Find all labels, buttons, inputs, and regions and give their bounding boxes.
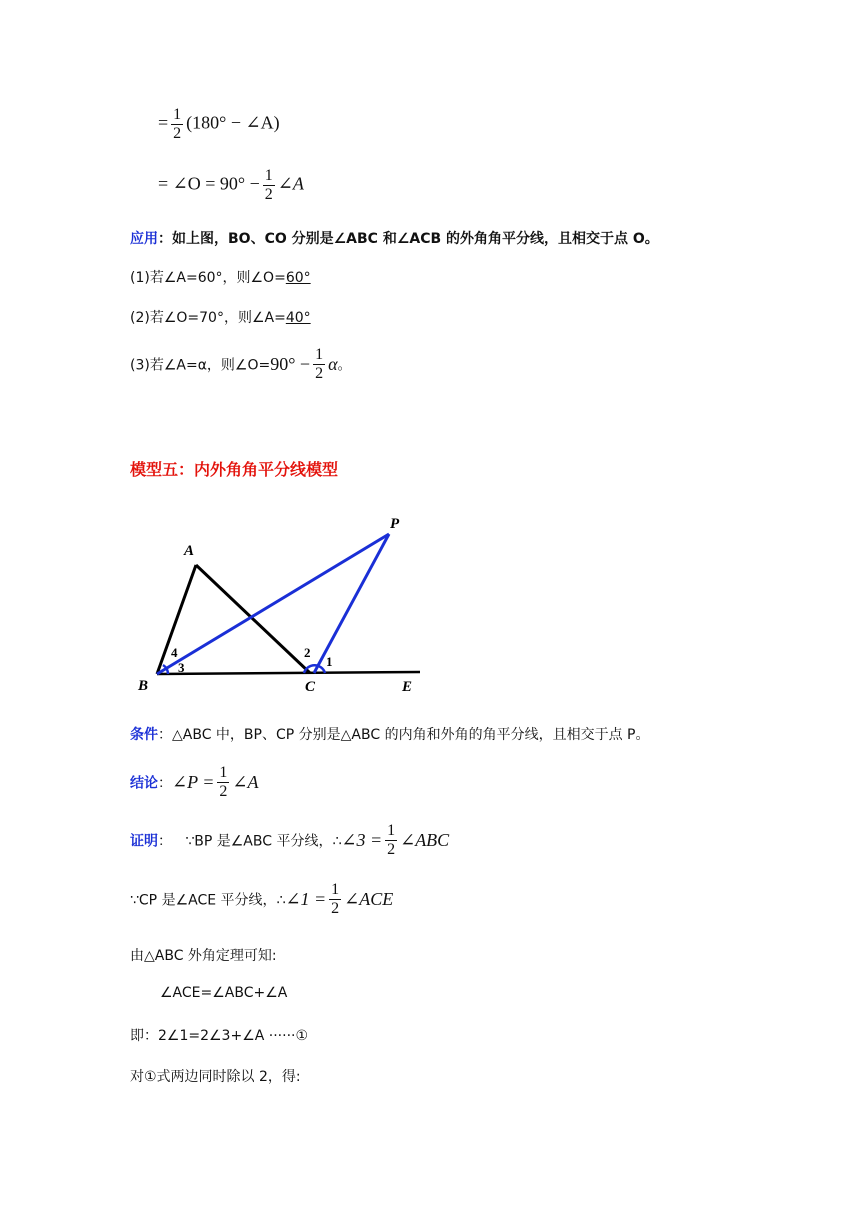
- question-1: [130, 267, 311, 287]
- proof-line-4: ∠ACE=∠ABC+∠A: [160, 985, 288, 1001]
- fraction-numerator: 1: [387, 822, 396, 839]
- fraction-denominator: 2: [315, 365, 324, 382]
- derivation-line-2-lead: = ∠O = 90° −: [158, 173, 260, 194]
- fraction-numerator: 1: [331, 881, 340, 898]
- proof-line-2-tail: ∠ACE: [344, 889, 394, 909]
- angle-label-2: 2: [304, 645, 311, 660]
- fraction-numerator: 1: [264, 167, 273, 184]
- question-3-prefix: (3)若∠A=α，则∠O=: [130, 357, 271, 374]
- conclusion-right: ∠A: [232, 772, 259, 792]
- question-3-mid: 90° −: [270, 354, 311, 374]
- conclusion-statement: [130, 764, 258, 801]
- label-B: B: [138, 678, 149, 694]
- proof-line-2-text: ∵CP 是∠ACE 平分线，∴: [130, 892, 286, 909]
- fraction-denominator: 2: [331, 900, 340, 917]
- fraction-half: [217, 764, 229, 801]
- condition-text: ：△ABC 中，BP、CP 分别是△ABC 的内角和外角的角平分线，且相交于点 P。: [158, 727, 650, 743]
- application-text: ：如上图，BO、CO 分别是∠ABC 和∠ACB 的外角角平分线，且相交于点 O。: [158, 231, 659, 247]
- question-3-end: 。: [337, 357, 352, 374]
- proof-line-5: 即：2∠1=2∠3+∠A ······①: [130, 1028, 309, 1044]
- question-2: [130, 307, 311, 327]
- label-E: E: [402, 679, 413, 695]
- derivation-line-1: [158, 106, 280, 143]
- fraction-half: [171, 106, 183, 143]
- proof-line-1-math: ∠3 =: [341, 830, 383, 850]
- proof-line-1-text: ： ∵BP 是∠ABC 平分线，∴: [158, 833, 342, 850]
- fraction-denominator: 2: [219, 783, 228, 800]
- fraction-half: [385, 822, 397, 859]
- fraction-half: [263, 167, 275, 204]
- fraction-numerator: 1: [173, 106, 182, 123]
- label-A: A: [184, 543, 195, 559]
- angle-label-1: 1: [326, 654, 333, 669]
- application-statement: [130, 228, 659, 248]
- proof-line-2: [130, 881, 393, 918]
- proof-line-2-math: ∠1 =: [285, 889, 327, 909]
- conclusion-left: ∠P =: [172, 772, 215, 792]
- fraction-numerator: 1: [315, 346, 324, 363]
- derivation-line-1-tail: (180° − ∠A): [186, 112, 280, 133]
- model-title: 模型五：内外角角平分线模型: [130, 460, 339, 479]
- angle-label-4: 4: [171, 645, 178, 660]
- segment-BE: [157, 672, 420, 674]
- question-2-answer: 40°: [285, 310, 311, 326]
- label-P: P: [390, 516, 400, 532]
- fraction-half: [313, 346, 325, 383]
- question-1-answer: 60°: [285, 270, 311, 286]
- segment-AC: [196, 565, 310, 673]
- derivation-line-2-tail: ∠A: [277, 173, 304, 194]
- application-label: 应用: [130, 231, 158, 247]
- condition-label: 条件: [130, 727, 158, 743]
- question-3: [130, 346, 352, 383]
- question-3-alpha: α: [328, 354, 338, 374]
- proof-label: 证明: [130, 833, 158, 850]
- question-2-prefix: (2)若∠O=70°，则∠A=: [130, 310, 286, 326]
- fraction-denominator: 2: [387, 841, 396, 858]
- label-C: C: [305, 679, 316, 695]
- geometry-figure: [130, 510, 430, 700]
- condition-statement: [130, 724, 649, 744]
- fraction-half: [329, 881, 341, 918]
- fraction-numerator: 1: [219, 764, 228, 781]
- equals-sign: =: [158, 112, 169, 133]
- fraction-denominator: 2: [173, 125, 182, 142]
- conclusion-label: 结论: [130, 775, 158, 792]
- proof-line-1-tail: ∠ABC: [400, 830, 450, 850]
- fraction-denominator: 2: [264, 186, 273, 203]
- angle-label-3: 3: [178, 660, 185, 675]
- segment-CP: [314, 534, 389, 673]
- derivation-line-2: [158, 167, 304, 204]
- conclusion-colon: ：: [158, 775, 172, 792]
- proof-line-3: 由△ABC 外角定理可知:: [130, 948, 277, 964]
- proof-line-1: [130, 822, 449, 859]
- proof-line-6: 对①式两边同时除以 2，得:: [130, 1069, 301, 1085]
- question-1-prefix: (1)若∠A=60°，则∠O=: [130, 270, 286, 286]
